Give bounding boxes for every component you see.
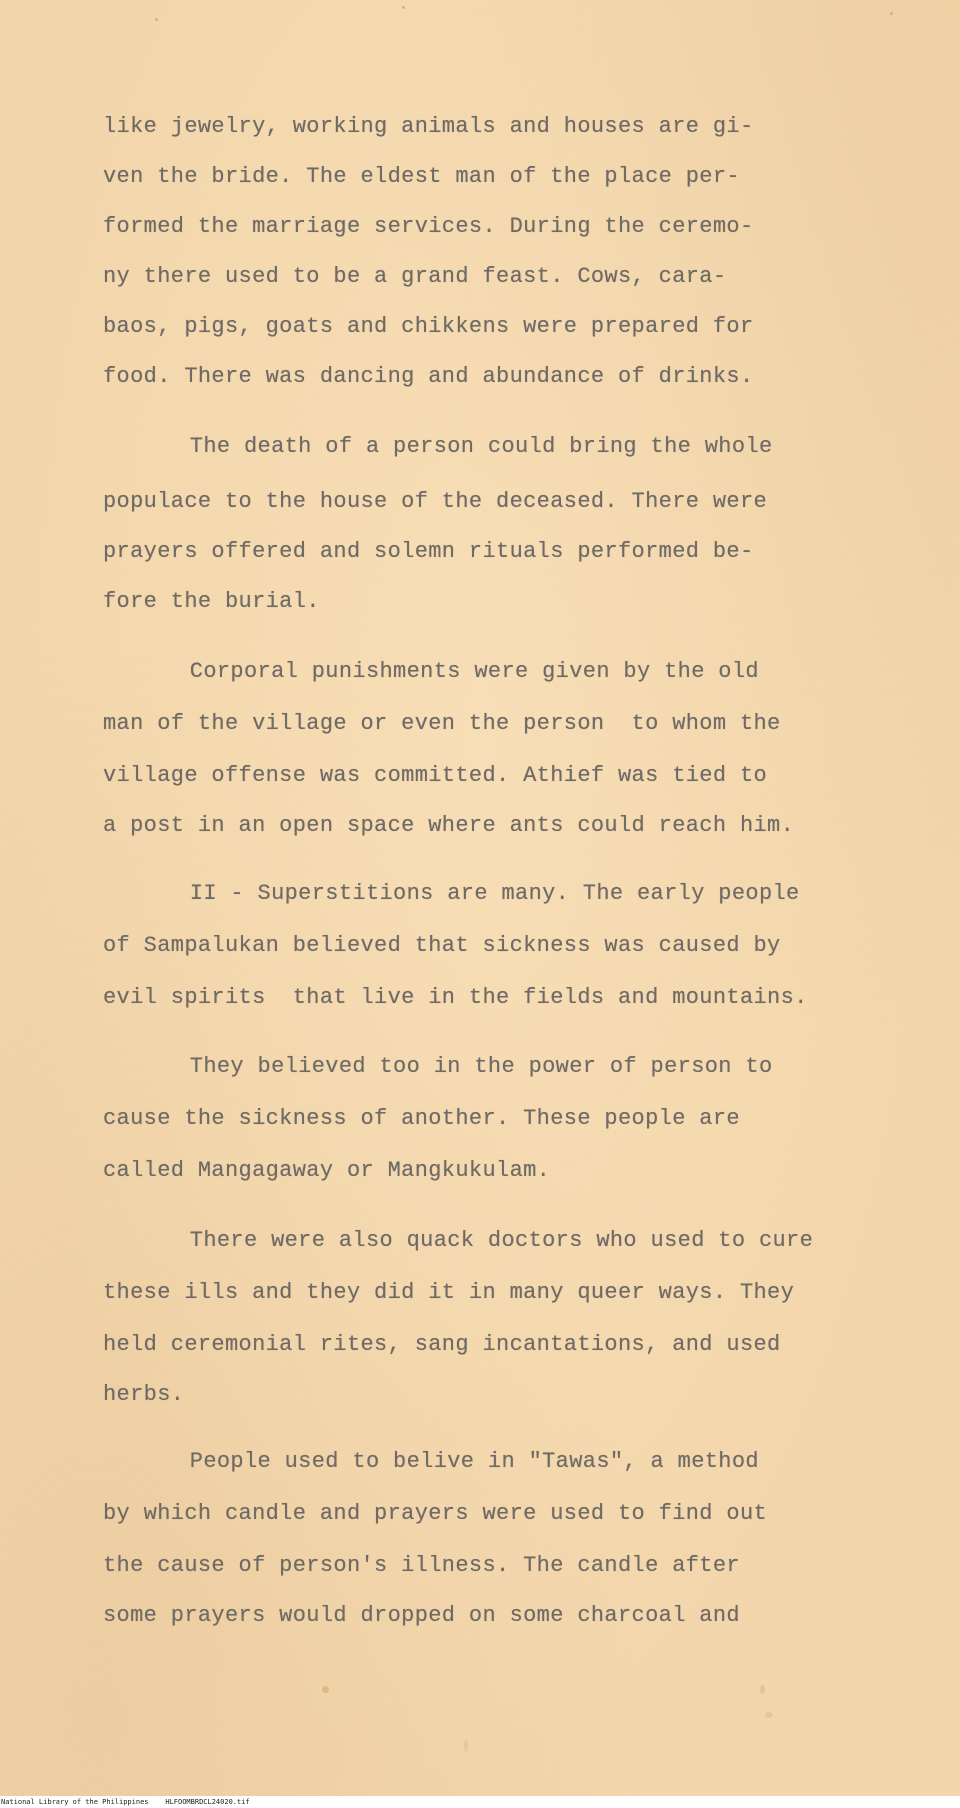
text-line: People used to belive in "Tawas", a method [122,1449,759,1474]
text-line: populace to the house of the deceased. There were [103,489,768,514]
text-line: herbs. [103,1382,185,1407]
paper-speck [402,6,405,9]
text-line: a post in an open space where ants could reach him. [103,813,795,838]
text-line: prayers offered and solemn rituals performed be- [103,539,754,564]
paper-speck [765,1712,773,1718]
text-line: by which candle and prayers were used to find out [103,1501,768,1526]
text-line: fore the burial. [103,589,320,614]
text-line: food. There was dancing and abundance of drinks. [103,364,754,389]
text-line: There were also quack doctors who used to cure [122,1228,814,1253]
text-line: like jewelry, working animals and houses are gi- [103,114,754,139]
text-line: of Sampalukan believed that sickness was caused by [103,933,781,958]
text-line: ny there used to be a grand feast. Cows, cara- [103,264,727,289]
text-line: called Mangagaway or Mangkukulam. [103,1158,551,1183]
text-line: ven the bride. The eldest man of the place per- [103,164,740,189]
text-line: man of the village or even the person to whom the [103,711,781,736]
text-line: village offense was committed. Athief was tied to [103,763,768,788]
paper-speck [760,1685,765,1694]
text-line: baos, pigs, goats and chikkens were prepared for [103,314,754,339]
paper-speck [155,18,158,21]
text-line: II - Superstitions are many. The early people [122,881,800,906]
text-line: the cause of person's illness. The candle after [103,1553,740,1578]
text-line: some prayers would dropped on some charcoal and [103,1603,740,1628]
text-line: evil spirits that live in the fields and mountains. [103,985,808,1010]
text-line: held ceremonial rites, sang incantations, and used [103,1332,781,1357]
text-line: They believed too in the power of person to [122,1054,773,1079]
text-line: these ills and they did it in many queer ways. They [103,1280,795,1305]
paper-speck [890,12,893,15]
paper-speck [322,1686,329,1693]
text-line: formed the marriage services. During the ceremo- [103,214,754,239]
paper-speck [464,1740,468,1752]
text-line: Corporal punishments were given by the old [122,659,759,684]
scan-caption: National Library of the Philippines HLFOOMBRDCL24020.tif [0,1796,960,1808]
text-line: The death of a person could bring the whole [122,434,773,459]
text-line: cause the sickness of another. These people are [103,1106,740,1131]
